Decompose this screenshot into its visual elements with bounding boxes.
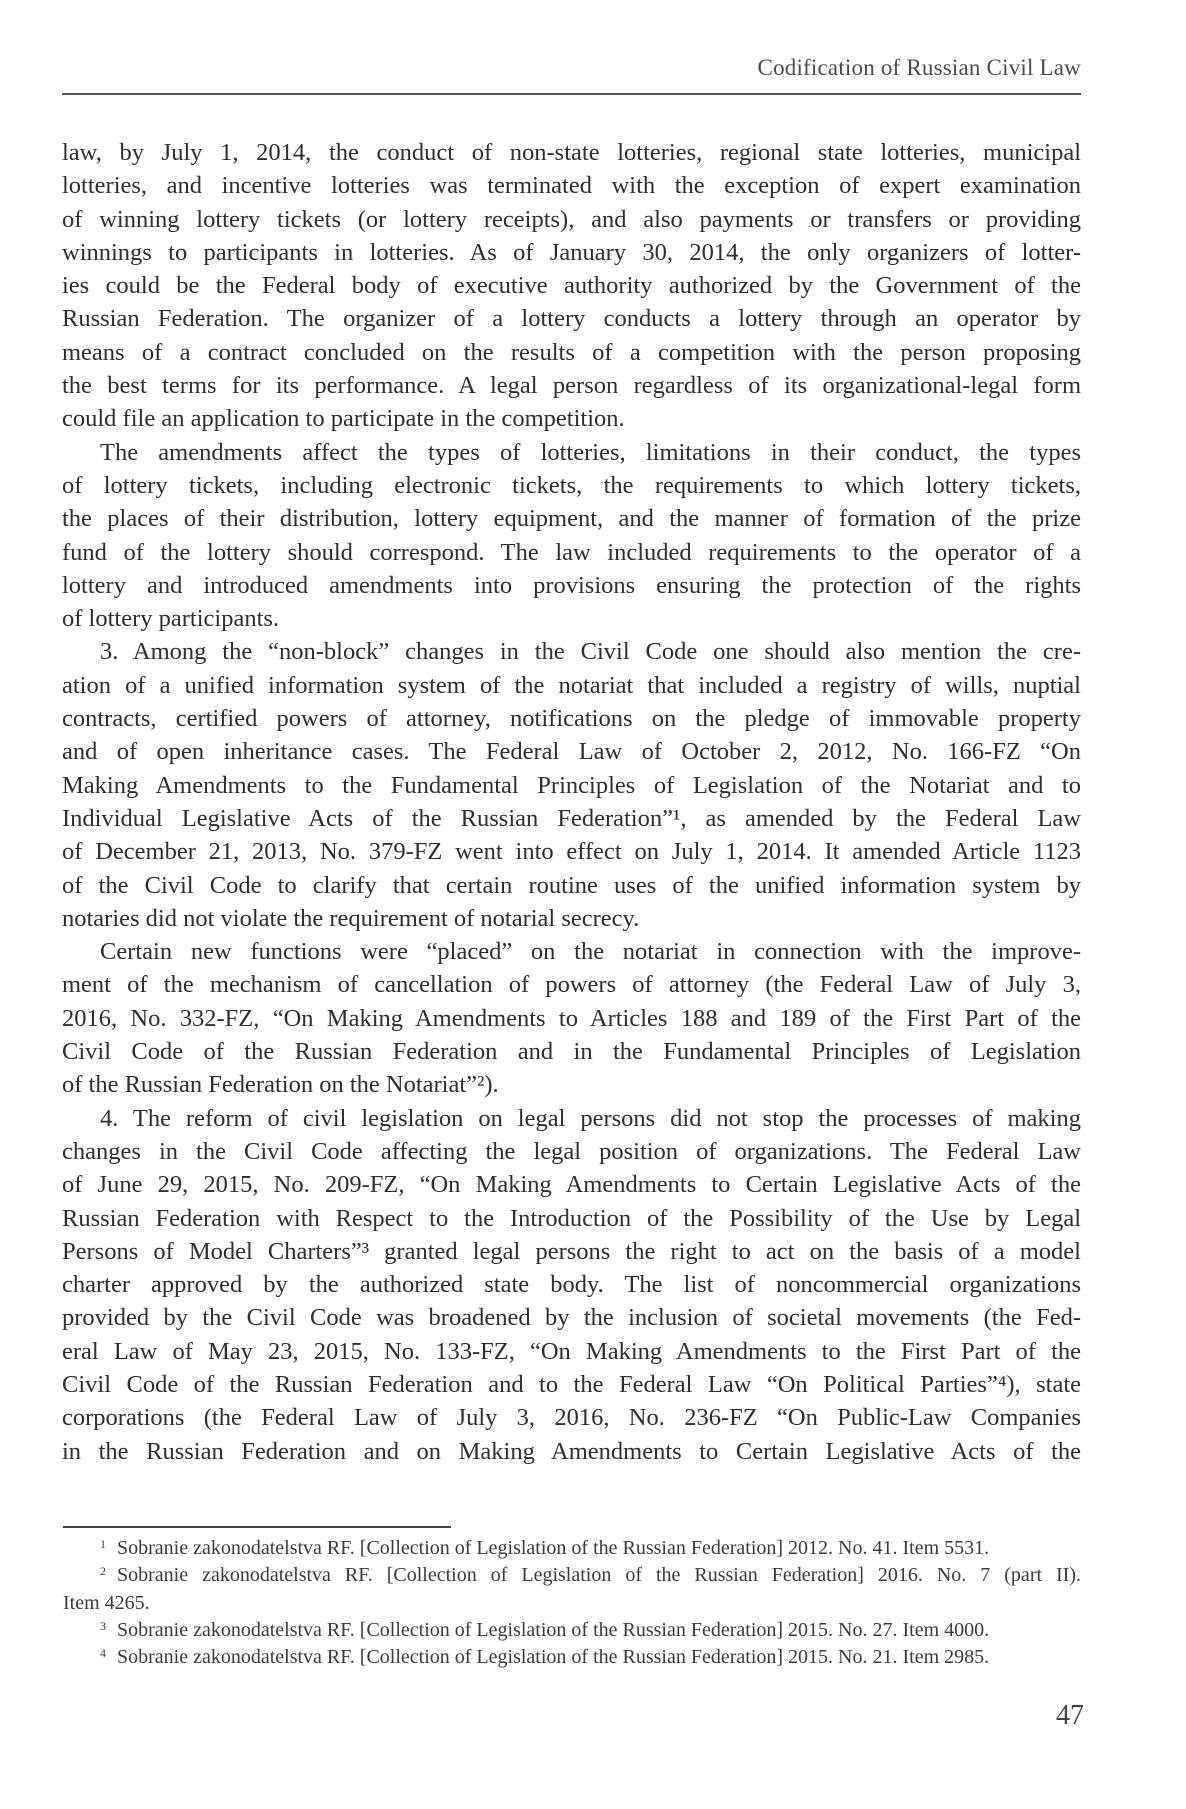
footnote-rule <box>63 1526 451 1528</box>
text-line: Civil Code of the Russian Federation and in the Fundamental Principles of Legislation <box>62 1038 1081 1066</box>
text-line: eral Law of May 23, 2015, No. 133-FZ, “On Making Amendments to the First Part of the <box>62 1337 1081 1365</box>
text-line: 2016, No. 332-FZ, “On Making Amendments to Articles 188 and 189 of the First Part of the <box>62 1004 1081 1032</box>
text-line: means of a contract concluded on the results of a competition with the person proposing <box>62 338 1081 366</box>
paragraph <box>62 136 1081 436</box>
footnote-line <box>63 1535 1081 1562</box>
text-line: corporations (the Federal Law of July 3, 2016, No. 236-FZ “On Public-Law Companies <box>62 1404 1081 1432</box>
text-line: of the Russian Federation on the Notariat”²). <box>62 1071 499 1099</box>
text-line: Persons of Model Charters”³ granted legal persons the right to act on the basis of a model <box>62 1237 1081 1265</box>
footnote-mark: 4 <box>100 1646 106 1661</box>
footnote <box>63 1562 1081 1617</box>
text-line: Certain new functions were “placed” on the notariat in connection with the improve- <box>100 938 1081 966</box>
text-line: of December 21, 2013, No. 379-FZ went into effect on July 1, 2014. It amended Article 1123 <box>62 838 1081 866</box>
footnote-mark: 3 <box>100 1618 106 1633</box>
text-line: Russian Federation with Respect to the Introduction of the Possibility of the Use by Legal <box>62 1204 1081 1232</box>
text-line: Individual Legislative Acts of the Russian Federation”¹, as amended by the Federal Law <box>62 804 1081 832</box>
running-header: Codification of Russian Civil Law <box>757 55 1081 80</box>
text-line: provided by the Civil Code was broadened by the inclusion of societal movements (the Fed- <box>62 1304 1081 1332</box>
text-line: The amendments affect the types of lotteries, limitations in their conduct, the types <box>100 438 1081 466</box>
paragraph <box>62 1102 1081 1468</box>
text-line: could file an application to participate in the competition. <box>62 405 625 433</box>
footnote-line <box>63 1644 1081 1671</box>
text-line: of the Civil Code to clarify that certain routine uses of the unified information system by <box>62 871 1081 899</box>
footnote <box>63 1617 1081 1644</box>
text-line: Civil Code of the Russian Federation and to the Federal Law “On Political Parties”⁴), state <box>62 1370 1081 1398</box>
paragraph <box>62 935 1081 1101</box>
text-line: charter approved by the authorized state body. The list of noncommercial organizations <box>62 1271 1081 1299</box>
footnote-text: Sobranie zakonodatelstva RF. [Collection of Legislation of the Russian Federation] 2012. No. 41. Item 5531. <box>117 1537 990 1559</box>
footnote-mark: 2 <box>100 1564 106 1579</box>
text-line: Russian Federation. The organizer of a lottery conducts a lottery through an operator by <box>62 305 1081 333</box>
footnote-mark: 1 <box>100 1537 106 1551</box>
footnote-text: Sobranie zakonodatelstva RF. [Collection of Legislation of the Russian Federation] 2016. No. 7 (part II). <box>117 1564 1081 1587</box>
text-line: 3. Among the “non-block” changes in the Civil Code one should also mention the cre- <box>100 638 1081 666</box>
footnote-text: Sobranie zakonodatelstva RF. [Collection of Legislation of the Russian Federation] 2015. No. 21. Item 2985. <box>117 1646 990 1669</box>
header-rule <box>62 93 1081 95</box>
text-line: in the Russian Federation and on Making Amendments to Certain Legislative Acts of the <box>62 1437 1081 1465</box>
paragraph <box>62 436 1081 636</box>
text-line: ment of the mechanism of cancellation of powers of attorney (the Federal Law of July 3, <box>62 971 1081 999</box>
footnote-line <box>63 1617 1081 1644</box>
footnote <box>63 1644 1081 1671</box>
footnote-line <box>63 1562 1081 1589</box>
text-line: changes in the Civil Code affecting the legal position of organizations. The Federal Law <box>62 1137 1081 1165</box>
footnote-line <box>63 1590 1081 1617</box>
text-line: notaries did not violate the requirement of notarial secrecy. <box>62 904 640 932</box>
text-line: 4. The reform of civil legislation on legal persons did not stop the processes of making <box>100 1104 1081 1132</box>
text-line: contracts, certified powers of attorney, notifications on the pledge of immovable property <box>62 705 1081 733</box>
text-line: lottery and introduced amendments into provisions ensuring the protection of the rights <box>62 571 1081 599</box>
text-line: law, by July 1, 2014, the conduct of non-state lotteries, regional state lotteries, municipal <box>62 139 1081 166</box>
text-line: lotteries, and incentive lotteries was terminated with the exception of expert examination <box>62 172 1081 200</box>
page-number: 47 <box>1056 1700 1084 1731</box>
footnote-text: Item 4265. <box>63 1591 150 1614</box>
text-line: Making Amendments to the Fundamental Principles of Legislation of the Notariat and to <box>62 771 1081 799</box>
text-line: the places of their distribution, lottery equipment, and the manner of formation of the prize <box>62 505 1081 533</box>
text-line: ies could be the Federal body of executive authority authorized by the Government of the <box>62 272 1081 300</box>
text-line: and of open inheritance cases. The Federal Law of October 2, 2012, No. 166-FZ “On <box>62 738 1081 766</box>
paragraph <box>62 635 1081 935</box>
text-line: the best terms for its performance. A legal person regardless of its organizational-legal form <box>62 372 1081 400</box>
footnote <box>63 1535 1081 1562</box>
text-line: of winning lottery tickets (or lottery receipts), and also payments or transfers or providing <box>62 205 1081 233</box>
text-line: of June 29, 2015, No. 209-FZ, “On Making Amendments to Certain Legislative Acts of the <box>62 1171 1081 1199</box>
text-line: ation of a unified information system of the notariat that included a registry of wills, nuptial <box>62 671 1081 699</box>
text-line: winnings to participants in lotteries. As of January 30, 2014, the only organizers of lotter- <box>62 238 1081 266</box>
footnote-text: Sobranie zakonodatelstva RF. [Collection of Legislation of the Russian Federation] 2015. No. 27. Item 4000. <box>117 1618 990 1641</box>
text-line: fund of the lottery should correspond. The law included requirements to the operator of a <box>62 538 1081 566</box>
body-text <box>62 136 1081 1468</box>
text-line: of lottery tickets, including electronic tickets, the requirements to which lottery tickets, <box>62 471 1081 499</box>
footnotes <box>63 1535 1081 1671</box>
text-line: of lottery participants. <box>62 605 280 633</box>
